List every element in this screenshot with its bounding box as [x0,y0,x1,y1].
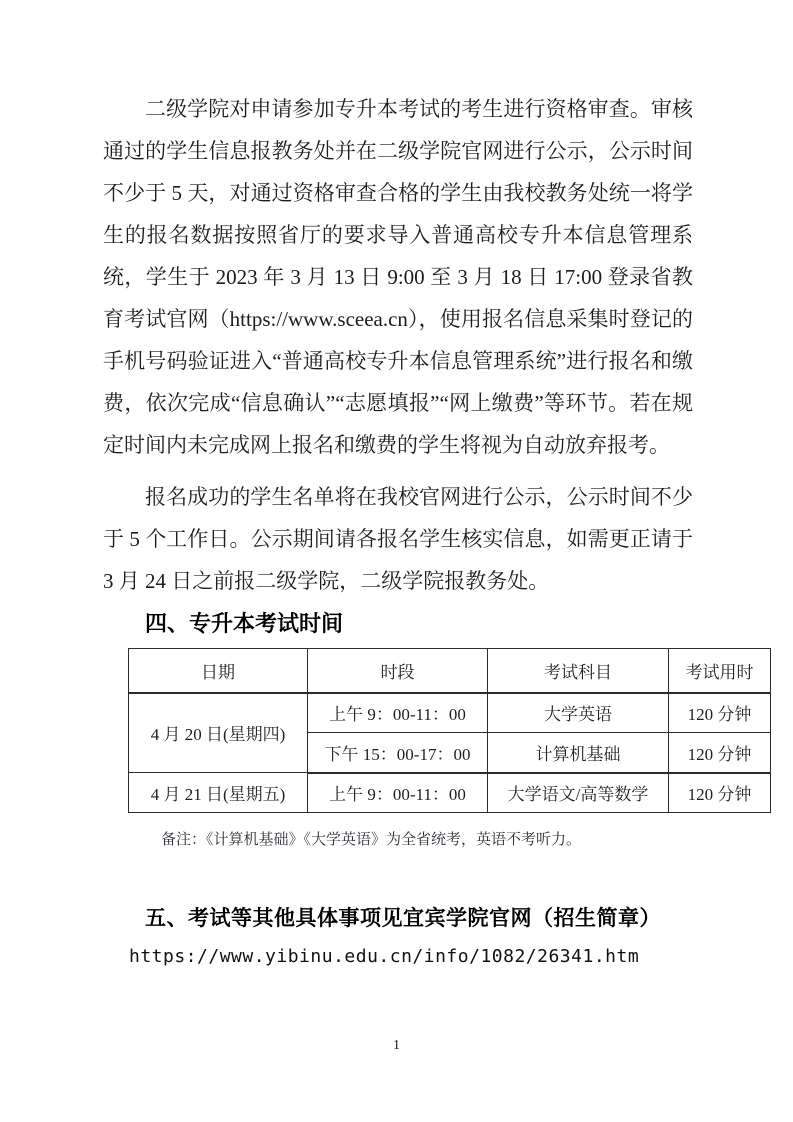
exam-schedule-table-wrap [128,648,754,813]
header-cell-time: 时段 [308,649,488,693]
cell-subject-computer: 计算机基础 [488,733,669,773]
paragraph-qualification-review: 二级学院对申请参加专升本考试的考生进行资格审查。审核通过的学生信息报教务处并在二级学院官网进行公示，公示时间不少于 5 天，对通过资格审查合格的学生由我校教务处统一将学生的报名数据按照省厅的要求导入普通高校专升本信息管理系统，学生于 2023 年 3 月 13 日 9:00 至 3 月 18 日 17:00 登录省教育考试官网（https://www.sceea.cn），使用报名信息采集时登记的手机号码验证进入“普通高校专升本信息管理系统”进行报名和缴费，依次完成“信息确认”“志愿填报”“网上缴费”等环节。若在规定时间内未完成网上报名和缴费的学生将视为自动放弃报考。 [103,97,693,457]
cell-duration-3: 120 分钟 [669,773,771,813]
exam-schedule-table [128,648,771,813]
page-number: 1 [393,1038,400,1053]
table-row [129,693,771,733]
header-cell-duration: 考试用时 [669,649,771,693]
cell-duration-2: 120 分钟 [669,733,771,773]
section4-heading: 四、专升本考试时间 [145,611,344,636]
announcement-url-link[interactable]: https://www.yibinu.edu.cn/info/1082/26341.htm [129,946,640,967]
cell-time-morning-2: 上午 9：00-11：00 [308,773,488,813]
section5-heading: 五、考试等其他具体事项见宜宾学院官网（招生简章） [145,907,661,930]
table-note: 备注：《计算机基础》《大学英语》为全省统考，英语不考听力。 [161,832,582,848]
cell-subject-english: 大学英语 [488,693,669,733]
cell-time-morning-1: 上午 9：00-11：00 [308,693,488,733]
table-header-row [129,649,771,693]
cell-subject-chinese-math: 大学语文/高等数学 [488,773,669,813]
paragraph-enrollment-publicity: 报名成功的学生名单将在我校官网进行公示，公示时间不少于 5 个工作日。公示期间请各报名学生核实信息，如需更正请于 3 月 24 日之前报二级学院，二级学院报教务处。 [103,485,693,593]
table-row [129,773,771,813]
cell-time-afternoon: 下午 15：00-17：00 [308,733,488,773]
cell-duration-1: 120 分钟 [669,693,771,733]
header-cell-date: 日期 [129,649,308,693]
header-cell-subject: 考试科目 [488,649,669,693]
document-content [103,88,754,970]
cell-date-apr20: 4 月 20 日(星期四) [129,693,308,773]
cell-date-apr21: 4 月 21 日(星期五) [129,773,308,813]
